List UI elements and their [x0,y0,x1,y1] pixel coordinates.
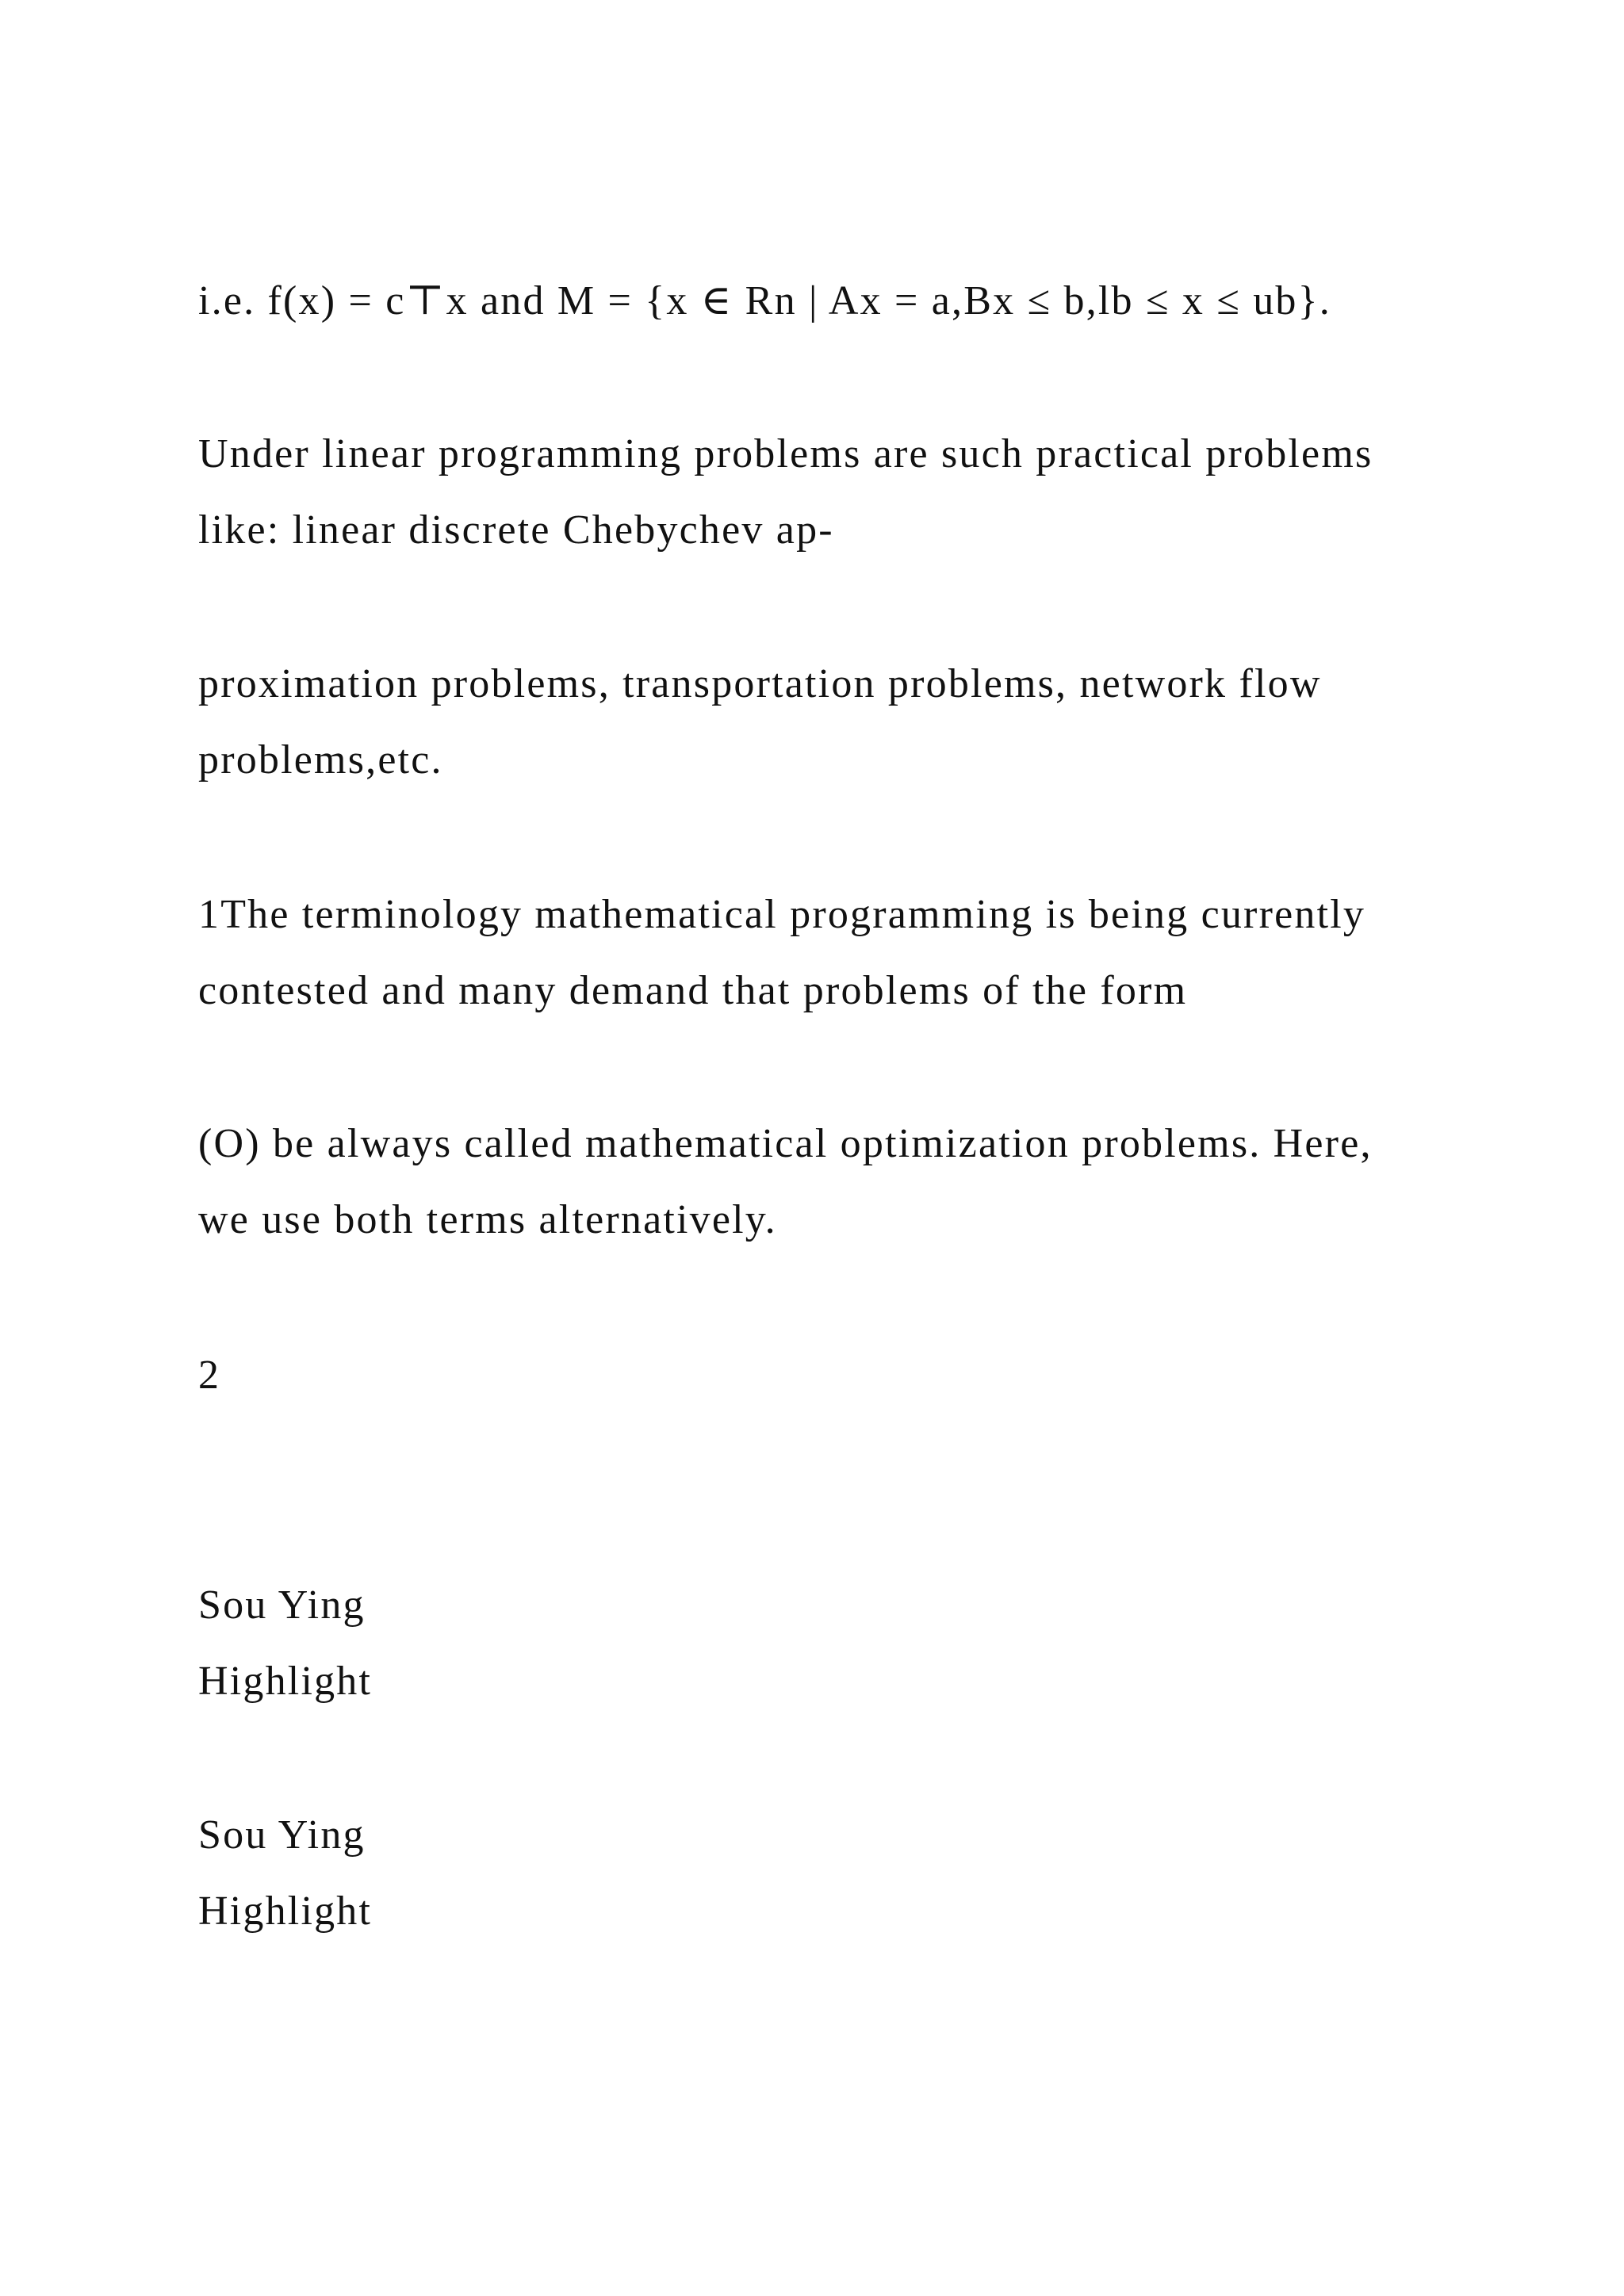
paragraph-line: like: linear discrete Chebychev ap- [198,507,834,553]
annotation-author: Sou Ying [198,1812,366,1858]
footnote-line: 1The terminology mathematical programming is being currently [198,892,1366,937]
footnote-line: we use both terms alternatively. [198,1197,777,1242]
paragraph-line: proximation problems, transportation problems, network flow [198,661,1322,706]
annotation-type: Highlight [198,1888,373,1934]
paragraph-line: Under linear programming problems are such practical problems [198,431,1373,476]
page-number: 2 [198,1353,221,1398]
formula-line: i.e. f(x) = c⊤x and M = {x ∈ Rn | Ax = a,Bx ≤ b,lb ≤ x ≤ ub}. [198,278,1331,323]
footnote-line: contested and many demand that problems of the form [198,968,1188,1013]
annotation-author: Sou Ying [198,1582,366,1628]
paragraph-line: problems,etc. [198,737,443,783]
annotation-type: Highlight [198,1659,373,1704]
footnote-line: (O) be always called mathematical optimization problems. Here, [198,1121,1373,1166]
